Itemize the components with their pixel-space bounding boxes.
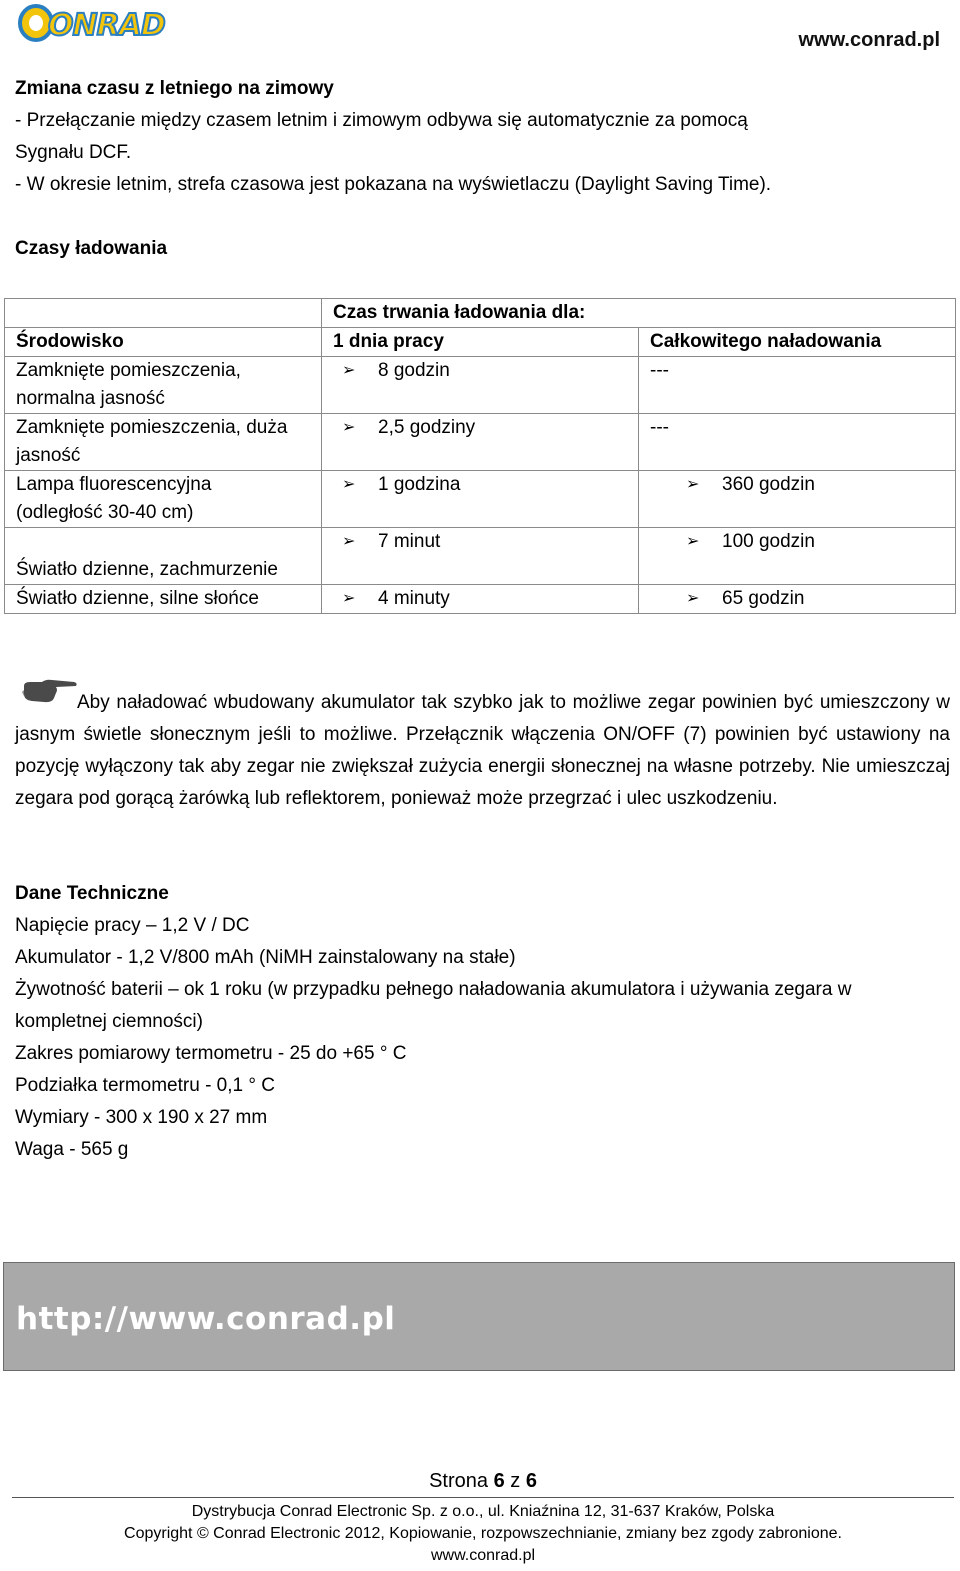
full-cell: [639, 357, 956, 414]
arrow-bullet-icon: ➢: [342, 419, 356, 436]
conrad-logo: [18, 2, 174, 44]
page-of: z: [510, 1470, 521, 1492]
page-number: [0, 1470, 960, 1493]
arrow-bullet-icon: ➢: [686, 476, 700, 493]
full-value: 100 godzin: [722, 531, 815, 552]
env-line-1: Światło dzienne, silne słońce: [16, 588, 259, 609]
day-value: 7 minut: [378, 531, 441, 552]
specs-title: Dane Techniczne: [15, 883, 169, 904]
day-cell: [322, 585, 639, 614]
spec-line: Wymiary - 300 x 190 x 27 mm: [15, 1107, 268, 1128]
footer-divider: [12, 1497, 954, 1498]
arrow-bullet-icon: ➢: [342, 476, 356, 493]
day-cell: [322, 357, 639, 414]
page-total: 6: [525, 1470, 537, 1492]
env-cell: [5, 528, 322, 585]
charge-title: Czasy ładowania: [15, 238, 168, 259]
table-row: [5, 528, 956, 585]
table-row: [5, 357, 956, 414]
col-header-day: 1 dnia pracy: [322, 328, 639, 357]
dst-line-1: - Przełączanie między czasem letnim i zimowym odbywa się automatycznie za pomocą: [15, 110, 748, 131]
svg-text:ONRAD: ONRAD: [48, 8, 165, 43]
full-value: ---: [650, 417, 669, 438]
day-cell: [322, 528, 639, 585]
col-header-environment: Środowisko: [5, 328, 322, 357]
table-header-empty: [5, 299, 322, 328]
arrow-bullet-icon: ➢: [342, 590, 356, 607]
page-current: 6: [493, 1470, 505, 1492]
env-line-2: jasność: [16, 445, 81, 466]
env-line-1: Lampa fluorescencyjna: [16, 474, 212, 495]
spec-line: Zakres pomiarowy termometru - 25 do +65 ° C: [15, 1043, 407, 1064]
arrow-bullet-icon: ➢: [686, 533, 700, 550]
spec-line: Akumulator - 1,2 V/800 mAh (NiMH zainstalowany na stałe): [15, 947, 516, 968]
spec-line: Podziałka termometru - 0,1 ° C: [15, 1075, 275, 1096]
table-row: [5, 414, 956, 471]
arrow-bullet-icon: ➢: [686, 590, 700, 607]
day-value: 1 godzina: [378, 474, 461, 495]
page-prefix: Strona: [429, 1470, 488, 1492]
header-site-url[interactable]: www.conrad.pl: [798, 29, 940, 51]
env-line-2: Światło dzienne, zachmurzenie: [16, 559, 278, 580]
spec-line: Napięcie pracy – 1,2 V / DC: [15, 915, 250, 936]
footer-distributor: Dystrybucja Conrad Electronic Sp. z o.o., ul. Kniaźnina 12, 31-637 Kraków, Polska: [191, 1503, 775, 1520]
env-line-2: (odległość 30-40 cm): [16, 502, 194, 523]
footer-url[interactable]: www.conrad.pl: [430, 1547, 536, 1564]
full-cell: [639, 528, 956, 585]
full-value: ---: [650, 360, 669, 381]
spec-line: Waga - 565 g: [15, 1139, 129, 1160]
table-row: [5, 471, 956, 528]
day-value: 2,5 godziny: [378, 417, 476, 438]
env-line-1: Zamknięte pomieszczenia, duża: [16, 417, 288, 438]
dst-line-3: - W okresie letnim, strefa czasowa jest pokazana na wyświetlaczu (Daylight Saving Time).: [15, 174, 772, 195]
env-cell: [5, 471, 322, 528]
arrow-bullet-icon: ➢: [342, 362, 356, 379]
table-group-header: Czas trwania ładowania dla:: [322, 299, 956, 328]
full-cell: [639, 414, 956, 471]
dst-line-2: Sygnału DCF.: [15, 142, 132, 163]
full-cell: [639, 585, 956, 614]
full-value: 65 godzin: [722, 588, 805, 609]
env-line-1: Zamknięte pomieszczenia,: [16, 360, 241, 381]
env-cell: [5, 585, 322, 614]
env-cell: [5, 414, 322, 471]
spec-line: kompletnej ciemności): [15, 1011, 203, 1032]
col-header-full: Całkowitego naładowania: [639, 328, 956, 357]
full-cell: [639, 471, 956, 528]
footer-copyright: Copyright © Conrad Electronic 2012, Kopiowanie, rozpowszechnianie, zmiany bez zgody zabronione.: [124, 1525, 842, 1542]
spec-line: Żywotność baterii – ok 1 roku (w przypadku pełnego naładowania akumulatora i używania zegara w: [15, 979, 852, 1000]
charging-note: [15, 687, 950, 815]
env-cell: [5, 357, 322, 414]
banner-url-link[interactable]: http://www.conrad.pl: [16, 1301, 396, 1337]
full-value: 360 godzin: [722, 474, 815, 495]
day-value: 4 minuty: [378, 588, 450, 609]
day-value: 8 godzin: [378, 360, 450, 381]
charging-note-text: Aby naładować wbudowany akumulator tak szybko jak to możliwe zegar powinien być umieszczony w jasnym świetle słonecznym jeśli to możliwe. Przełącznik włączenia ON/OFF (7) powinien być ustawiony na pozycję wyłączony tak aby zegar nie zwiększał zużycia energii słonecznej na własne potrzeby. Nie umieszczaj zegara pod gorącą żarówką lub reflektorem, ponieważ może przegrzać i ulec uszkodzeniu.: [15, 692, 950, 809]
table-row: [5, 585, 956, 614]
charging-times-table: [4, 298, 956, 614]
website-banner: [3, 1262, 955, 1371]
day-cell: [322, 471, 639, 528]
dst-title: Zmiana czasu z letniego na zimowy: [15, 78, 334, 99]
arrow-bullet-icon: ➢: [342, 533, 356, 550]
day-cell: [322, 414, 639, 471]
env-line-2: normalna jasność: [16, 388, 165, 409]
